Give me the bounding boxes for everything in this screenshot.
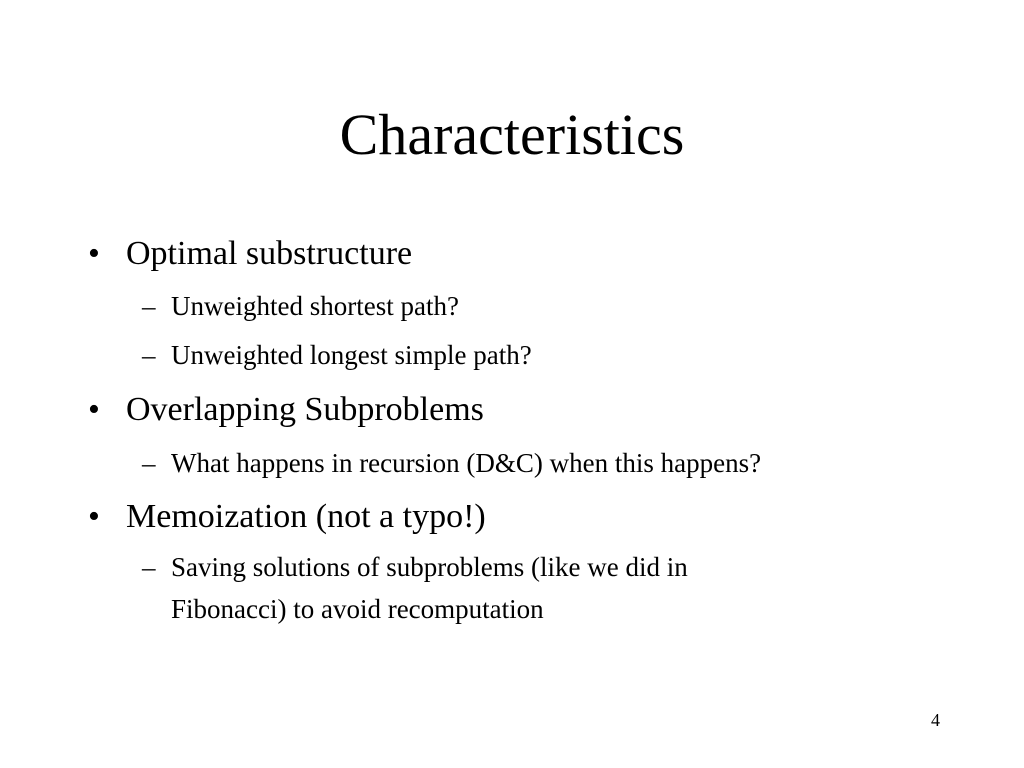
dash-icon: –	[142, 552, 156, 582]
bullet-icon: •	[88, 498, 100, 535]
dash-icon: –	[142, 340, 156, 370]
bullet-text: Memoization (not a typo!)	[126, 498, 486, 535]
bullet-icon: •	[88, 235, 100, 272]
sub-item-text-line-2: Fibonacci) to avoid recomputation	[171, 594, 544, 624]
bullet-text: Overlapping Subproblems	[126, 391, 484, 428]
dash-icon: –	[142, 448, 156, 478]
bullet-icon: •	[88, 391, 100, 428]
sub-item-text: What happens in recursion (D&C) when this happens?	[171, 448, 762, 478]
bullet-text: Optimal substructure	[126, 235, 413, 272]
page-number: 4	[931, 710, 940, 730]
slide-title: Characteristics	[339, 102, 685, 167]
dash-icon: –	[142, 291, 156, 321]
sub-item-text: Unweighted longest simple path?	[171, 340, 532, 370]
sub-item-text-line-1: Saving solutions of subproblems (like we did in	[171, 552, 688, 582]
sub-item-text: Unweighted shortest path?	[171, 291, 459, 321]
